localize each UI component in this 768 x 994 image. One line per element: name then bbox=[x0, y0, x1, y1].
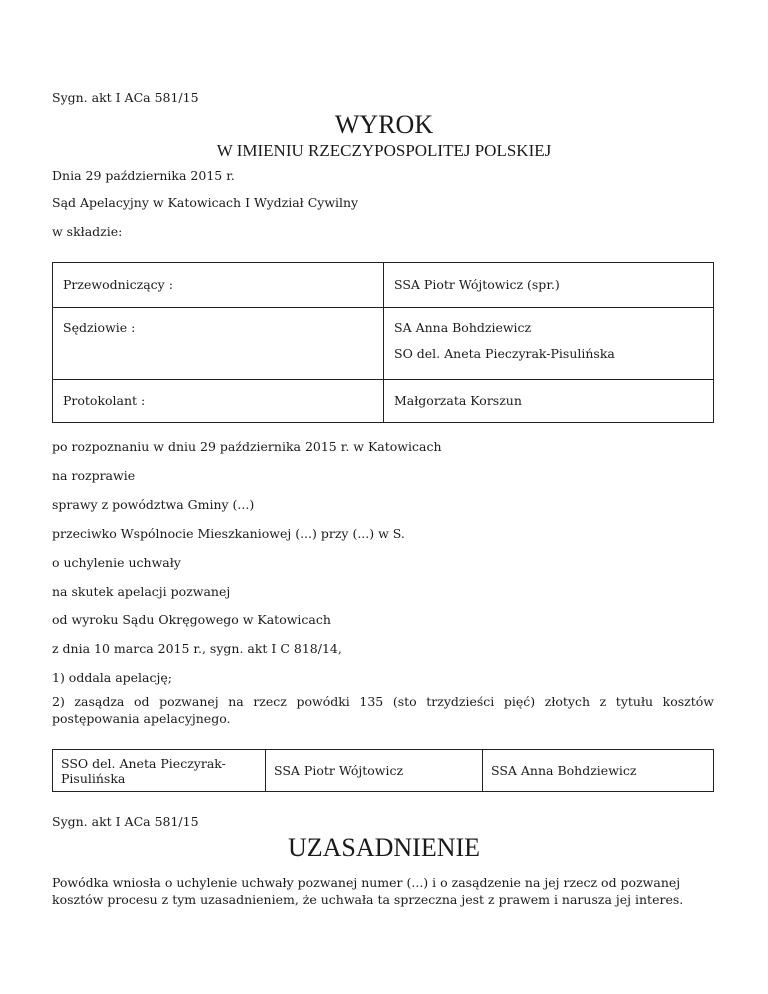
justification-paragraph: Powódka wniosła o uchylenie uchwały pozwanej numer (...) i o zasądzenie na jej rzecz od pozwanej kosztów procesu z tym uzasadnieniem, że uchwała ta sprzeczna jest z prawem i narusza jej interes. bbox=[52, 875, 684, 907]
signatures-table bbox=[52, 749, 714, 792]
ruling-point-1: 1) oddala apelację; bbox=[52, 670, 172, 685]
clerk-value: Małgorzata Korszun bbox=[384, 380, 714, 423]
body-line: na skutek apelacji pozwanej bbox=[52, 584, 231, 599]
body-line: z dnia 10 marca 2015 r., sygn. akt I C 818/14, bbox=[52, 641, 342, 656]
signature-cell: SSO del. Aneta Pieczyrak-Pisulińska bbox=[53, 750, 266, 792]
panel-table bbox=[52, 262, 714, 423]
body-line: przeciwko Wspólnocie Mieszkaniowej (...) przy (...) w S. bbox=[52, 526, 405, 541]
composition-label: w składzie: bbox=[52, 224, 123, 239]
judge-1: SA Anna Bohdziewicz bbox=[394, 320, 532, 335]
body-line: sprawy z powództwa Gminy (...) bbox=[52, 497, 255, 512]
presiding-value: SSA Piotr Wójtowicz (spr.) bbox=[384, 263, 714, 308]
judgment-title: WYROK bbox=[334, 110, 434, 139]
case-number: Sygn. akt I ACa 581/15 bbox=[52, 90, 199, 105]
judgment-date: Dnia 29 października 2015 r. bbox=[52, 168, 235, 183]
court-name: Sąd Apelacyjny w Katowicach I Wydział Cywilny bbox=[52, 195, 359, 210]
justification-case-number: Sygn. akt I ACa 581/15 bbox=[52, 814, 199, 829]
justification-title: UZASADNIENIE bbox=[287, 833, 481, 862]
judges-value bbox=[384, 308, 714, 380]
signature-cell: SSA Anna Bohdziewicz bbox=[483, 750, 714, 792]
clerk-label: Protokolant : bbox=[53, 380, 384, 423]
judgment-subtitle: W IMIENIU RZECZYPOSPOLITEJ POLSKIEJ bbox=[216, 141, 552, 160]
judges-label: Sędziowie : bbox=[53, 308, 384, 380]
signature-cell: SSA Piotr Wójtowicz bbox=[266, 750, 483, 792]
judge-2: SO del. Aneta Pieczyrak-Pisulińska bbox=[394, 346, 615, 361]
body-line: o uchylenie uchwały bbox=[52, 555, 181, 570]
body-line: od wyroku Sądu Okręgowego w Katowicach bbox=[52, 612, 331, 627]
ruling-point-2: 2) zasądza od pozwanej na rzecz powódki 135 (sto trzydzieści pięć) złotych z tytułu kosztów postępowania apelacyjnego. bbox=[52, 694, 714, 726]
body-line: na rozprawie bbox=[52, 468, 136, 483]
presiding-label: Przewodniczący : bbox=[53, 263, 384, 308]
body-line: po rozpoznaniu w dniu 29 października 2015 r. w Katowicach bbox=[52, 439, 442, 454]
